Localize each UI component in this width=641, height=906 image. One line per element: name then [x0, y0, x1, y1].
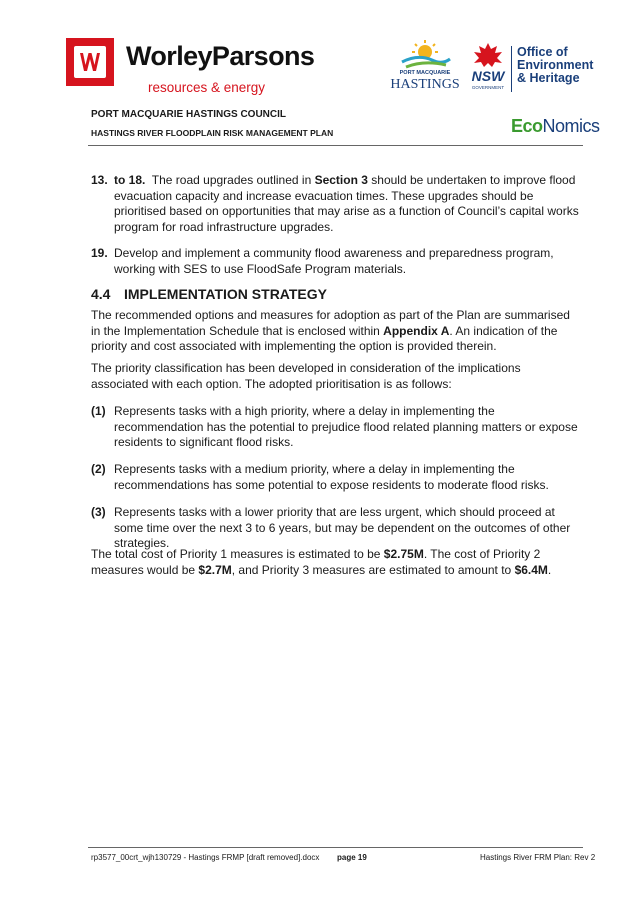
paragraph-recommended-options	[91, 308, 581, 355]
section-title: IMPLEMENTATION STRATEGY	[124, 286, 327, 302]
nsw-logo-text: NSW	[471, 68, 505, 84]
section-heading	[91, 286, 327, 302]
paragraph-text: The recommended options and measures for adoption as part of the Plan are summarised in the Implementation Schedule that is enclosed within	[91, 308, 570, 338]
priority-label: (2)	[91, 462, 106, 476]
header-divider	[88, 145, 583, 146]
priority-item-3	[91, 505, 581, 552]
economics-logo	[511, 116, 600, 137]
priority-item-1	[91, 404, 581, 451]
list-item-13-18	[91, 173, 581, 235]
item-text-part: The road upgrades outlined in	[151, 173, 315, 187]
port-macquarie-hastings-logo	[388, 38, 462, 94]
council-name: PORT MACQUARIE HASTINGS COUNCIL	[91, 109, 286, 120]
section-reference: Section 3	[314, 173, 368, 187]
priority-2-cost: $2.7M	[198, 562, 232, 577]
paragraph-text: . An indication of the priority and cost associated with implementing the option is provided therein.	[91, 323, 558, 353]
item-lead: to 18.	[114, 173, 146, 187]
nsw-government-logo	[466, 42, 510, 94]
priority-text: Represents tasks with a medium priority, where a delay in implementing the recommendations has some potential to expose residents to moderate flood risks.	[114, 462, 549, 492]
oeh-line-3: & Heritage	[517, 71, 580, 85]
paragraph-text: , and Priority 3 measures are estimated to amount to	[231, 562, 515, 577]
item-text-part: should be undertaken to improve flood evacuation capacity and increase evacuation times. These upgrades should be prioritised based on opportunities that may arise as a function of Council’s capital works program for road infrastructure upgrades.	[114, 173, 579, 234]
priority-item-2	[91, 462, 581, 493]
paragraph-text: The total cost of Priority 1 measures is estimated to be	[91, 547, 384, 561]
oeh-line-1: Office of	[517, 45, 568, 59]
economics-logo-prefix: Eco	[511, 116, 543, 136]
footer-page-number: page 19	[337, 853, 367, 862]
item-number: 19.	[91, 246, 108, 260]
nsw-government-text: GOVERNMENT	[471, 85, 505, 90]
section-number: 4.4	[91, 286, 111, 302]
plan-title: HASTINGS RIVER FLOODPLAIN RISK MANAGEMENT PLAN	[91, 128, 334, 138]
paragraph-text: .	[547, 562, 552, 577]
paragraph-priority-classification: The priority classification has been developed in consideration of the implications associated with each option. The adopted prioritisation is as follows:	[91, 361, 521, 391]
item-text: Develop and implement a community flood awareness and preparedness program, working with SES to use FloodSafe Program materials.	[114, 246, 554, 276]
logo-divider	[511, 46, 512, 92]
footer-divider	[88, 847, 583, 848]
footer-filename: rp3577_00crt_wjh130729 - Hastings FRMP [draft removed].docx	[91, 853, 320, 862]
list-item-19	[91, 246, 581, 277]
worleyparsons-logo	[66, 38, 114, 86]
oeh-logo-text	[517, 46, 593, 85]
item-text	[114, 173, 581, 235]
pmh-logo-small-text: PORT MACQUARIE	[399, 70, 451, 76]
company-name: WorleyParsons	[126, 41, 315, 71]
company-tagline: resources & energy	[148, 80, 266, 95]
priority-label: (3)	[91, 505, 106, 519]
footer-document-title: Hastings River FRM Plan: Rev 2	[480, 853, 596, 862]
item-number: 13.	[91, 173, 108, 187]
oeh-line-2: Environment	[517, 58, 594, 72]
pmh-logo-big-text: HASTINGS	[390, 77, 460, 92]
economics-logo-suffix: Nomics	[542, 116, 600, 136]
appendix-reference: Appendix A	[383, 323, 450, 338]
priority-text: Represents tasks with a lower priority that are less urgent, which should proceed at some time over the next 3 to 6 years, but may be dependent on the outcomes of other strategies.	[114, 505, 571, 550]
paragraph-total-cost	[91, 547, 581, 578]
priority-text: Represents tasks with a high priority, where a delay in implementing the recommendation has the potential to prejudice flood related planning matters or expose residents to significant flood risks.	[114, 404, 578, 449]
paragraph-text: . The cost of Priority 2 measures would be	[91, 547, 541, 577]
priority-3-cost: $6.4M	[514, 562, 548, 577]
priority-label: (1)	[91, 404, 106, 418]
priority-1-cost: $2.75M	[383, 547, 424, 561]
